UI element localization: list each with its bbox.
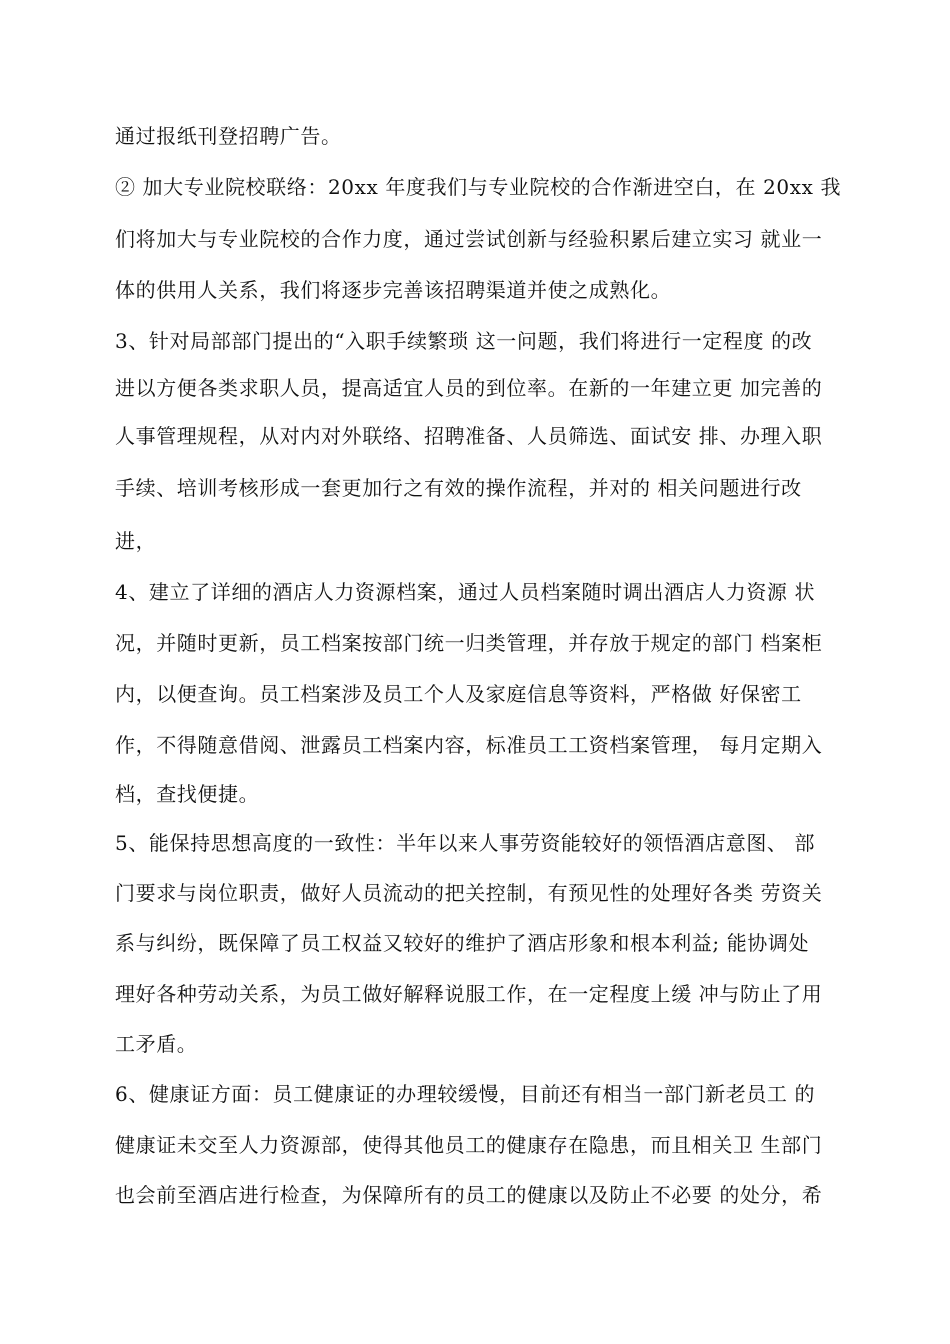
text-line-6: 进以方便各类求职人员，提高适宜人员的到位率。在新的一年建立更 加完善的 — [115, 376, 823, 400]
text-line-13: 作，不得随意借阅、泄露员工档案内容，标准员工工资档案管理， 每月定期入 — [115, 733, 823, 757]
text-line-16: 门要求与岗位职责，做好人员流动的把关控制，有预见性的处理好各类 劳资关 — [115, 881, 823, 905]
text-line-7: 人事管理规程，从对内对外联络、招聘准备、人员筛选、面试安 排、办理入职 — [115, 424, 823, 448]
text-line-12: 内，以便查询。员工档案涉及员工个人及家庭信息等资料，严格做 好保密工 — [115, 682, 802, 706]
text-line-14: 档，查找便捷。 — [115, 782, 260, 806]
text-line-18: 理好各种劳动关系，为员工做好解释说服工作，在一定程度上缓 冲与防止了用 — [115, 982, 823, 1006]
text-line-19: 工矛盾。 — [115, 1032, 198, 1056]
text-line-5: 3、针对局部部门提出的“入职手续繁琐 这一问题，我们将进行一定程度 的改 — [115, 329, 813, 353]
text-line-2: ② 加大专业院校联络：20xx 年度我们与专业院校的合作渐进空白，在 20xx 我 — [115, 175, 842, 199]
text-line-11: 况，并随时更新，员工档案按部门统一归类管理，并存放于规定的部门 档案柜 — [115, 631, 823, 655]
text-line-4: 体的供用人关系，我们将逐步完善该招聘渠道并使之成熟化。 — [115, 278, 672, 302]
text-line-1: 通过报纸刊登招聘广告。 — [115, 124, 342, 148]
text-line-20: 6、健康证方面：员工健康证的办理较缓慢，目前还有相当一部门新老员工 的 — [115, 1082, 816, 1106]
text-line-17: 系与纠纷，既保障了员工权益又较好的维护了酒店形象和根本利益; 能协调处 — [115, 931, 810, 955]
text-line-9: 进， — [115, 529, 157, 553]
text-line-3: 们将加大与专业院校的合作力度，通过尝试创新与经验积累后建立实习 就业一 — [115, 227, 823, 251]
text-line-8: 手续、培训考核形成一套更加行之有效的操作流程，并对的 相关问题进行改 — [115, 476, 802, 500]
text-line-22: 也会前至酒店进行检查，为保障所有的员工的健康以及防止不必要 的处分，希 — [115, 1183, 823, 1207]
text-line-10: 4、建立了详细的酒店人力资源档案，通过人员档案随时调出酒店人力资源 状 — [115, 580, 816, 604]
text-line-15: 5、能保持思想高度的一致性：半年以来人事劳资能较好的领悟酒店意图、 部 — [115, 831, 816, 855]
text-line-21: 健康证未交至人力资源部，使得其他员工的健康存在隐患，而且相关卫 生部门 — [115, 1133, 823, 1157]
